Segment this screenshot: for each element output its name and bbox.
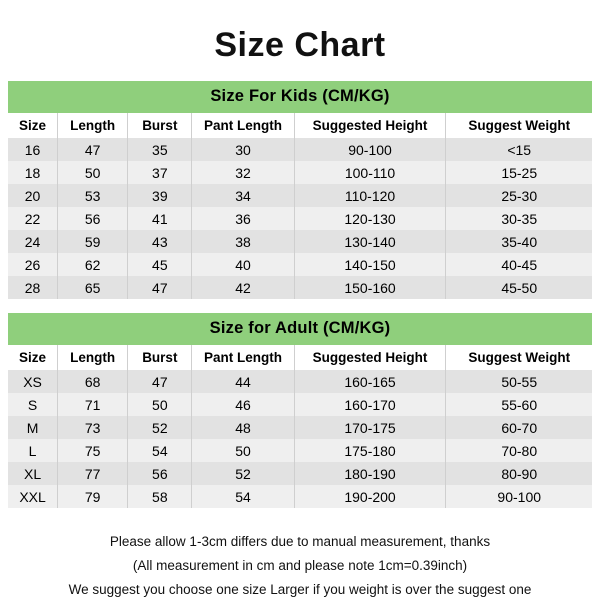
table-divider [0,299,600,313]
cell-size: 26 [8,253,58,276]
cell-suggested-height: 100-110 [294,161,446,184]
cell-suggest-weight: 80-90 [446,462,592,485]
cell-suggested-height: 150-160 [294,276,446,299]
cell-pant-length: 42 [192,276,294,299]
kids-col-suggest-weight: Suggest Weight [446,113,592,138]
kids-col-length: Length [58,113,128,138]
cell-size: M [8,416,58,439]
table-row [8,462,592,485]
cell-burst: 56 [128,462,192,485]
cell-pant-length: 50 [192,439,294,462]
cell-length: 47 [58,138,128,161]
cell-burst: 58 [128,485,192,508]
table-row [8,138,592,161]
cell-suggested-height: 130-140 [294,230,446,253]
page-title: Size Chart [214,26,386,64]
cell-suggest-weight: 90-100 [446,485,592,508]
cell-suggested-height: 170-175 [294,416,446,439]
adult-column-header-row [8,345,592,370]
cell-pant-length: 44 [192,370,294,393]
cell-suggest-weight: 15-25 [446,161,592,184]
cell-burst: 47 [128,370,192,393]
cell-pant-length: 46 [192,393,294,416]
cell-size: 22 [8,207,58,230]
cell-length: 50 [58,161,128,184]
cell-suggest-weight: 45-50 [446,276,592,299]
cell-length: 53 [58,184,128,207]
adult-size-table [8,313,592,508]
cell-suggested-height: 190-200 [294,485,446,508]
cell-burst: 45 [128,253,192,276]
cell-burst: 41 [128,207,192,230]
cell-burst: 43 [128,230,192,253]
cell-length: 56 [58,207,128,230]
table-row [8,230,592,253]
cell-size: 24 [8,230,58,253]
footnote-line-2: (All measurement in cm and please note 1cm=0.39inch) [132,558,468,573]
kids-size-table-wrapper [8,81,592,299]
cell-suggest-weight: 70-80 [446,439,592,462]
cell-size: XS [8,370,58,393]
cell-pant-length: 40 [192,253,294,276]
cell-suggested-height: 175-180 [294,439,446,462]
cell-suggested-height: 90-100 [294,138,446,161]
cell-length: 59 [58,230,128,253]
table-row [8,184,592,207]
cell-suggest-weight: 50-55 [446,370,592,393]
adult-section-header-row [8,313,592,345]
adult-section-title: Size for Adult (CM/KG) [8,313,592,345]
table-row [8,253,592,276]
cell-suggested-height: 180-190 [294,462,446,485]
table-row [8,416,592,439]
adult-col-pant-length: Pant Length [192,345,294,370]
cell-suggested-height: 120-130 [294,207,446,230]
cell-burst: 54 [128,439,192,462]
cell-burst: 37 [128,161,192,184]
cell-suggest-weight: 25-30 [446,184,592,207]
cell-length: 75 [58,439,128,462]
cell-pant-length: 48 [192,416,294,439]
cell-length: 77 [58,462,128,485]
cell-pant-length: 32 [192,161,294,184]
cell-pant-length: 30 [192,138,294,161]
cell-length: 68 [58,370,128,393]
cell-suggest-weight: 60-70 [446,416,592,439]
cell-suggest-weight: 55-60 [446,393,592,416]
cell-pant-length: 52 [192,462,294,485]
adult-col-burst: Burst [128,345,192,370]
cell-burst: 39 [128,184,192,207]
kids-column-header-row [8,113,592,138]
cell-suggested-height: 140-150 [294,253,446,276]
kids-section-title: Size For Kids (CM/KG) [8,81,592,113]
kids-size-table [8,81,592,299]
footnote-line-1: Please allow 1-3cm differs due to manual measurement, thanks [109,534,491,549]
adult-size-table-wrapper [8,313,592,508]
cell-length: 65 [58,276,128,299]
cell-suggest-weight: 35-40 [446,230,592,253]
table-row [8,393,592,416]
table-row [8,485,592,508]
adult-col-length: Length [58,345,128,370]
kids-col-burst: Burst [128,113,192,138]
cell-suggest-weight: 30-35 [446,207,592,230]
kids-col-pant-length: Pant Length [192,113,294,138]
table-row [8,161,592,184]
cell-size: 20 [8,184,58,207]
kids-section-header-row [8,81,592,113]
cell-length: 62 [58,253,128,276]
cell-burst: 50 [128,393,192,416]
cell-burst: 52 [128,416,192,439]
cell-suggest-weight: <15 [446,138,592,161]
cell-suggested-height: 160-170 [294,393,446,416]
cell-burst: 35 [128,138,192,161]
kids-col-size: Size [8,113,58,138]
cell-size: 18 [8,161,58,184]
cell-size: 28 [8,276,58,299]
footnote-line-3: We suggest you choose one size Larger if you weight is over the suggest one [68,582,532,597]
table-row [8,439,592,462]
adult-col-suggest-weight: Suggest Weight [446,345,592,370]
cell-suggested-height: 110-120 [294,184,446,207]
kids-col-suggested-height: Suggested Height [294,113,446,138]
cell-length: 79 [58,485,128,508]
cell-burst: 47 [128,276,192,299]
cell-pant-length: 34 [192,184,294,207]
cell-pant-length: 54 [192,485,294,508]
table-row [8,207,592,230]
adult-col-suggested-height: Suggested Height [294,345,446,370]
footnotes [0,530,600,602]
cell-pant-length: 36 [192,207,294,230]
cell-size: 16 [8,138,58,161]
cell-length: 73 [58,416,128,439]
cell-length: 71 [58,393,128,416]
cell-pant-length: 38 [192,230,294,253]
cell-size: XL [8,462,58,485]
cell-size: S [8,393,58,416]
adult-col-size: Size [8,345,58,370]
table-row [8,370,592,393]
cell-size: L [8,439,58,462]
cell-size: XXL [8,485,58,508]
cell-suggested-height: 160-165 [294,370,446,393]
cell-suggest-weight: 40-45 [446,253,592,276]
table-row [8,276,592,299]
